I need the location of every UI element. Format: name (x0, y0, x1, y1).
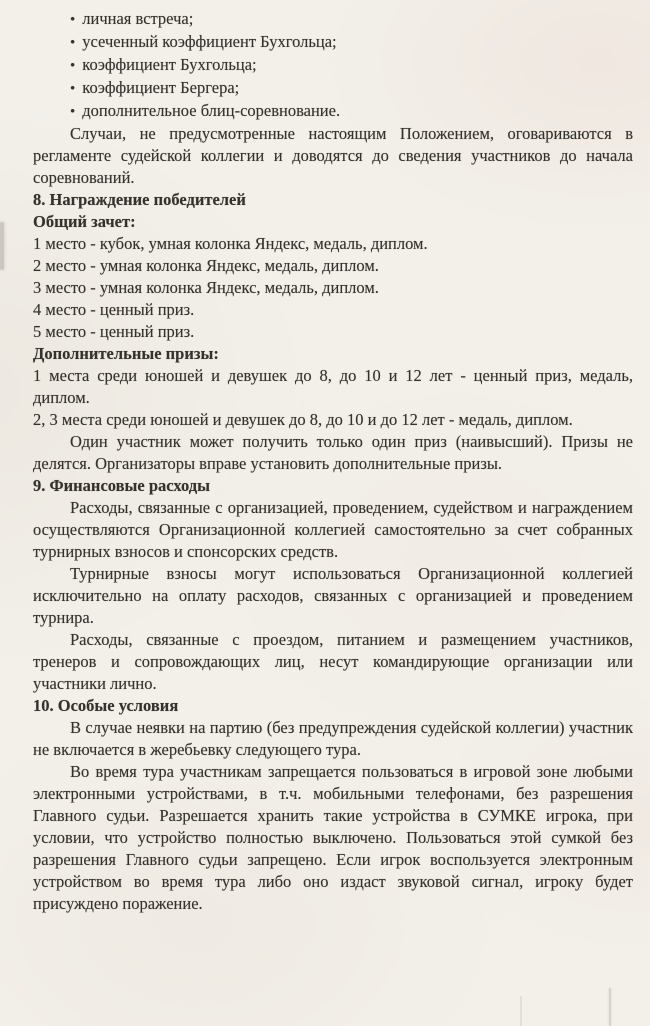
section-8-heading: 8. Награждение победителей (33, 190, 246, 209)
scan-edge-artifact (0, 222, 4, 270)
tiebreak-text: коэффициент Бергера; (82, 78, 240, 97)
prize-line: 1 места среди юношей и девушек до 8, до 10 и 12 лет - ценный приз, медаль, диплом. (33, 366, 633, 407)
scan-streak-artifact (609, 988, 611, 1026)
paragraph: Расходы, связанные с организацией, проведением, судейством и награждением осуществляются Организационной коллегией самостоятельно за счет собранных турнирных взносов и спонсорских средств. (33, 498, 633, 561)
bullet-icon: • (70, 104, 76, 120)
bullet-icon: • (70, 58, 76, 74)
additional-prizes-label: Дополнительные призы: (33, 344, 219, 363)
tiebreak-list (33, 8, 633, 123)
list-item (70, 100, 633, 123)
list-item (70, 54, 633, 77)
tiebreak-text: усеченный коэффициент Бухгольца; (82, 32, 337, 51)
scan-streak-artifact (520, 996, 522, 1026)
prize-line: 1 место - кубок, умная колонка Яндекс, медаль, диплом. (33, 234, 428, 253)
prize-line: 2 место - умная колонка Яндекс, медаль, диплом. (33, 256, 379, 275)
section-9-heading: 9. Финансовые расходы (33, 476, 211, 495)
paragraph: В случае неявки на партию (без предупреждения судейской коллегии) участник не включается в жеребьевку следующего тура. (33, 718, 633, 759)
prize-line: 2, 3 места среди юношей и девушек до 8, до 10 и до 12 лет - медаль, диплом. (33, 410, 573, 429)
tiebreak-text: дополнительное блиц-соревнование. (82, 101, 341, 120)
section-10-heading: 10. Особые условия (33, 696, 179, 715)
bullet-icon: • (70, 81, 76, 97)
list-item (70, 77, 633, 100)
overall-prize-list (33, 233, 633, 343)
prize-line: 3 место - умная колонка Яндекс, медаль, диплом. (33, 278, 379, 297)
paragraph: Турнирные взносы могут использоваться Организационной коллегией исключительно на оплату расходов, связанных с организацией и проведением турнира. (33, 564, 633, 627)
prize-line: 5 место - ценный приз. (33, 322, 195, 341)
tiebreak-text: личная встреча; (82, 9, 194, 28)
paragraph: Во время тура участникам запрещается пользоваться в игровой зоне любыми электронными устройствами, в т.ч. мобильными телефонами, без разрешения Главного судьи. Разрешается хранить такие устройства в СУМКЕ игрока, при условии, что устройство полностью выключено. Пользоваться этой сумкой без разрешения Главного судьи запрещено. Если игрок воспользуется электронным устройством во время тура либо оно издаст звуковой сигнал, игроку будет присуждено поражение. (33, 762, 633, 913)
tiebreak-text: коэффициент Бухгольца; (82, 55, 257, 74)
bullet-icon: • (70, 12, 76, 28)
cases-paragraph: Случаи, не предусмотренные настоящим Положением, оговариваются в регламенте судейской коллегии и доводятся до сведения участников до начала соревнований. (33, 124, 633, 187)
bullet-icon: • (70, 35, 76, 51)
list-item (70, 31, 633, 54)
list-item (70, 8, 633, 31)
prize-line: 4 место - ценный приз. (33, 300, 195, 319)
paragraph: Расходы, связанные с проездом, питанием и размещением участников, тренеров и сопровождающих лиц, несут командирующие организации или участники лично. (33, 630, 633, 693)
overall-standings-label: Общий зачет: (33, 212, 136, 231)
additional-prize-list (33, 365, 633, 431)
prize-note-paragraph: Один участник может получить только один приз (наивысший). Призы не делятся. Организаторы вправе установить дополнительные призы. (33, 432, 633, 473)
